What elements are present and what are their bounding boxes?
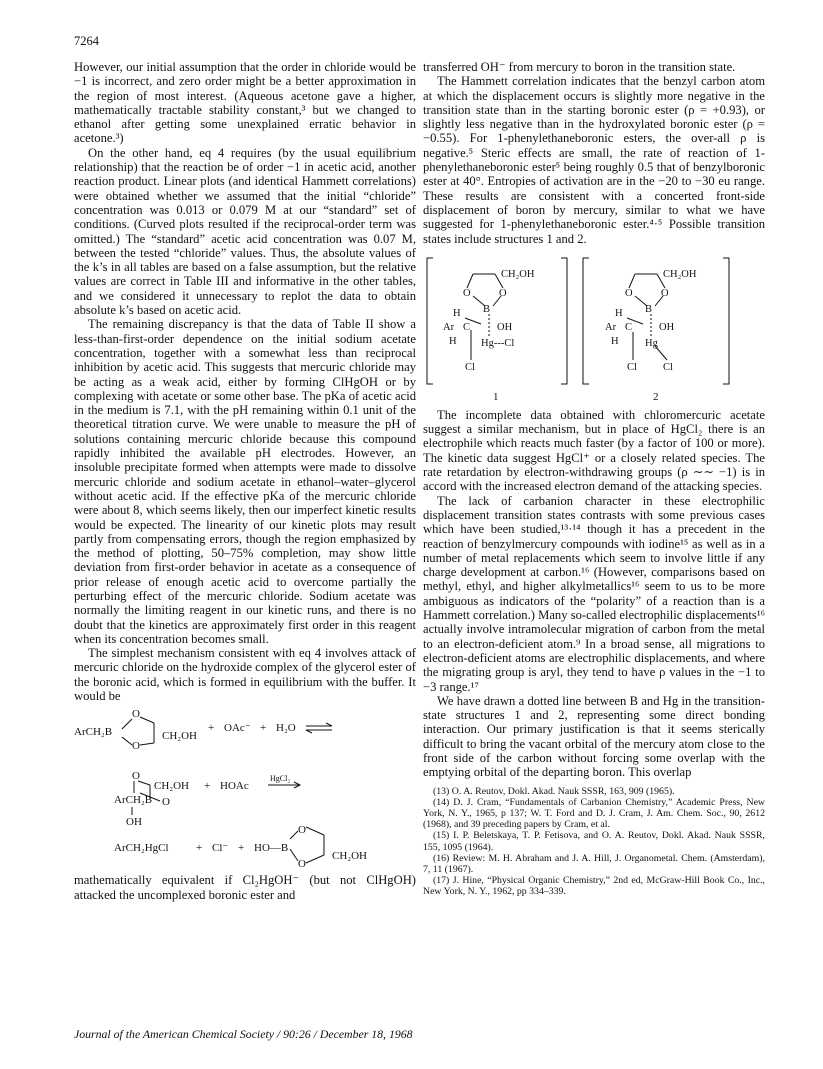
scheme-text: OAc⁻ xyxy=(224,722,251,735)
bond-line xyxy=(122,737,132,745)
references xyxy=(423,786,765,898)
scheme-text: OH xyxy=(126,816,142,829)
bond-line xyxy=(306,855,324,863)
struct-text: Hg xyxy=(645,337,658,349)
bracket xyxy=(583,258,589,384)
bond-line xyxy=(138,781,150,785)
struct-text: O xyxy=(625,287,633,299)
paragraph: However, our initial assumption that the order in chloride would be −1 is incorrect, and zero order might be a better approximation in the region of most interest. (Aqueous acetone gave a higher, mathematically tractable stability constant,³ but we changed to ethanol after getting some unexplained erratic behavior in acetone.³) xyxy=(74,60,416,146)
scheme-text: H₂O xyxy=(276,722,296,735)
reaction-scheme-drawing xyxy=(74,709,416,869)
struct-text: B xyxy=(645,303,653,315)
paragraph: mathematically equivalent if Cl₂HgOH⁻ (but not ClHgOH) attacked the uncomplexed boronic ester and xyxy=(74,873,416,902)
paragraph: The Hammett correlation indicates that the benzyl carbon atom at which the displacement occurs is slightly more negative in the transition state than in the starting boronic ester (ρ = +0.93), or slightly less negative than in the hydroxylated boronic ester (ρ = −0.55). For 1-phenylethaneboronic esters, the over-all ρ is negative.⁵ Steric effects are small, the rate of reaction of 1-phenylethaneboronic ester⁵ being roughly 0.5 that of benzylboronic ester at 40°. Entropies of activation are in the −20 to −30 eu range. These results are consistent with a concerted front-side displacement of boron by mercury, similar to what we have suggested for 1-phenylethaneboronic ester.⁴·⁵ Possible transition states include structures 1 and 2. xyxy=(423,74,765,246)
paragraph: transferred OH⁻ from mercury to boron in the transition state. xyxy=(423,60,736,74)
bracket xyxy=(723,258,729,384)
scheme-text: ArCH₂B xyxy=(74,726,113,739)
struct-text: Ar xyxy=(605,321,617,333)
struct-text: CH₂OH xyxy=(663,268,697,280)
struct-text: H xyxy=(449,335,457,347)
bond-line xyxy=(629,274,635,288)
bracket xyxy=(561,258,567,384)
reference: (16) Review: M. H. Abraham and J. A. Hill, J. Organometal. Chem. (Amsterdam), 7, 11 (1967). xyxy=(423,852,765,875)
scheme-text: HO—B xyxy=(254,842,289,855)
scheme-text: + xyxy=(238,842,245,855)
paragraph: The simplest mechanism consistent with eq 4 involves attack of mercuric chloride on the hydroxide complex of the glycerol ester of the boronic acid, which is formed in equilibrium with the buffer. It would be xyxy=(74,646,416,704)
struct-text: O xyxy=(499,287,507,299)
struct-text: Cl xyxy=(663,361,673,373)
left-column xyxy=(74,60,416,902)
scheme-text: O xyxy=(132,770,140,783)
struct-text: H xyxy=(615,307,623,319)
paragraph: The incomplete data obtained with chloromercuric acetate suggest a similar mechanism, but in place of HgCl₂ there is an electrophile which reacts much faster (by a factor of 100 or more). The kinetic data suggest HgCl⁺ or a closely related species. The rate retardation by electron-withdrawing groups (ρ ∼∼ −1) is in accord with the increased electron demand of the attacking species. xyxy=(423,407,765,494)
scheme-text: O xyxy=(298,858,306,870)
struct-text: H xyxy=(453,307,461,319)
struct-text: Cl xyxy=(465,361,475,373)
paragraph: The remaining discrepancy is that the data of Table II show a less-than-first-order dependence on the initial sodium acetate concentration, together with a somewhat less than reciprocal inhibition by acetic acid. This suggests that mercuric chloride may be acting as a weak acid, either by forming ClHgOH or by complexing with acetate or some other base. The pKa of acetic acid in the medium is 7.1, with the pH remaining within 0.1 unit of the theoretical titration curve. We were unable to measure the pH of solutions containing mercuric chloride because this compound rapidly inhibited the available pH electrodes. However, an insoluble precipitate formed when attempts were made to dissolve mercuric chloride and sodium acetate in ethanol–water–glycerol without acetic acid. If the effective pKa of the mercuric chloride were about 8, which seems likely, then our imperfect kinetic results would be expected. The linearity of our kinetic plots may result partly from compensating errors, though the region emphasized by the method of plotting, 50–75% completion, may show little deviation from first-order behavior in acetate as a consequence of prior release of enough acetic acid to overcome partially the perturbing effect of the mercuric chloride. Sodium acetate was normally the limiting reagent in our kinetic runs, and there is no doubt that the kinetics are approximately first order in this reagent when its concentration becomes small. xyxy=(74,317,416,646)
bond-line xyxy=(290,831,298,839)
page-number: 7264 xyxy=(74,34,99,48)
struct-text: Cl xyxy=(627,361,637,373)
scheme-text: O xyxy=(132,709,140,721)
struct-text: O xyxy=(463,287,471,299)
struct-text: B xyxy=(483,303,491,315)
right-column xyxy=(423,60,765,898)
reference: (13) O. A. Reutov, Dokl. Akad. Nauk SSSR, 163, 909 (1965). xyxy=(433,785,675,797)
scheme-text: + xyxy=(196,842,203,855)
scheme-text: O xyxy=(132,740,140,753)
bond-line xyxy=(467,274,473,288)
reference: (15) I. P. Beletskaya, T. P. Fetisova, and O. A. Reutov, Dokl. Akad. Nauk SSSR, 155, 1095 (1964). xyxy=(423,830,765,853)
scheme-text: HOAc xyxy=(220,780,249,793)
scheme-text: + xyxy=(204,780,211,793)
scheme-text: + xyxy=(208,722,215,735)
struct-text: CH₂OH xyxy=(501,268,535,280)
scheme-text: CH₂OH xyxy=(332,850,368,863)
struct-text: Hg---Cl xyxy=(481,337,515,349)
struct-text: H xyxy=(611,335,619,347)
paragraph: On the other hand, eq 4 requires (by the usual equilibrium relationship) that the reaction be of order −1 in acetic acid, another reaction product. Linear plots (and identical Hammett correlations) were obtained whether we assumed that the initial “chloride” concentration was 0.013 or 0.079 M at our “standard” set of conditions. (Curved plots resulted if the reciprocal-order term was omitted.) The “standard” acetic acid concentration was 0.07 M, between the tested “chloride” values. Thus, the absolute values of the k’s in all tables are based on a false assumption, but the relative values are correct in Table III and informative in the other tables, and we considered it unnecessary to replot the data to obtain absolute k’s based on acetic acid. xyxy=(74,145,416,318)
scheme-text: CH₂OH xyxy=(162,730,198,743)
journal-footer: Journal of the American Chemical Society / 90:26 / December 18, 1968 xyxy=(74,1027,413,1041)
bond-line xyxy=(140,717,154,723)
bond-line xyxy=(306,827,324,835)
scheme-text: HgCl₂ xyxy=(270,774,291,784)
paragraph: We have drawn a dotted line between B and Hg in the transition-state structures 1 and 2, representing some direct bonding interaction. Our primary justification is that it seems sterically difficult to bring the vacant orbital of the mercury atom close to the front side of the carbon without forcing some overlap with the emptying orbital of the departing boron. This overlap xyxy=(423,693,765,780)
reference: (17) J. Hine, “Physical Organic Chemistry,” 2nd ed, McGraw-Hill Book Co., Inc., New York, N. Y., 1962, pp 334–339. xyxy=(423,875,765,898)
scheme-text: O xyxy=(298,824,306,837)
scheme-text: + xyxy=(260,722,267,735)
reference: (14) D. J. Cram, “Fundamentals of Carbanion Chemistry,” Academic Press, New York, N. Y., 1965, p 137; W. T. Ford and D. J. Cram, J. Am. Chem. Soc., 90, 2612 (1968), and 39 preceding papers by Cram, et al. xyxy=(423,796,765,831)
struct-text: C xyxy=(463,321,471,333)
bond-line xyxy=(122,719,132,729)
scheme-text: Cl⁻ xyxy=(212,842,229,855)
reaction-scheme xyxy=(74,709,416,869)
structures-drawing xyxy=(423,252,765,402)
bond-line xyxy=(290,849,298,861)
struct-text: OH xyxy=(497,321,513,333)
structure-label: 1 xyxy=(493,390,499,402)
scheme-text: ArCH₂B xyxy=(114,794,153,807)
structure-label: 2 xyxy=(653,390,659,402)
struct-text: C xyxy=(625,321,633,333)
paragraph: The lack of carbanion character in these electrophilic displacement transition states contrasts with some previous cases which have been studied,¹³·¹⁴ though it has a precedent in the reaction of benzylmercury compounds with iodine¹⁵ as well as in a number of metal replacements which seem to involve little if any charge development at carbon.¹⁶ (However, comparisons based on methyl, ethyl, and higher alkylmetallics¹⁶ seem to us to be more ambiguous as indicators of the “polarity” of a reaction than is a Hammett correlation.) Many so-called electrophilic displacements¹⁶ actually involve intramolecular migration of carbon from the metal to an electron-deficient atom.⁹ In a broad sense, all migrations to electron-deficient atoms are electrophilic displacements, and where the migrating group is aryl, they tend to have ρ values in the −1 to −3 range.¹⁷ xyxy=(423,493,765,694)
struct-text: O xyxy=(661,287,669,299)
scheme-text: O xyxy=(162,796,170,809)
scheme-text: ArCH₂HgCl xyxy=(114,842,169,855)
scheme-text: CH₂OH xyxy=(154,780,190,793)
bond-line xyxy=(140,743,154,745)
struct-text: Ar xyxy=(443,321,455,333)
transition-state-structures xyxy=(423,252,765,402)
bracket xyxy=(427,258,433,384)
struct-text: OH xyxy=(659,321,675,333)
